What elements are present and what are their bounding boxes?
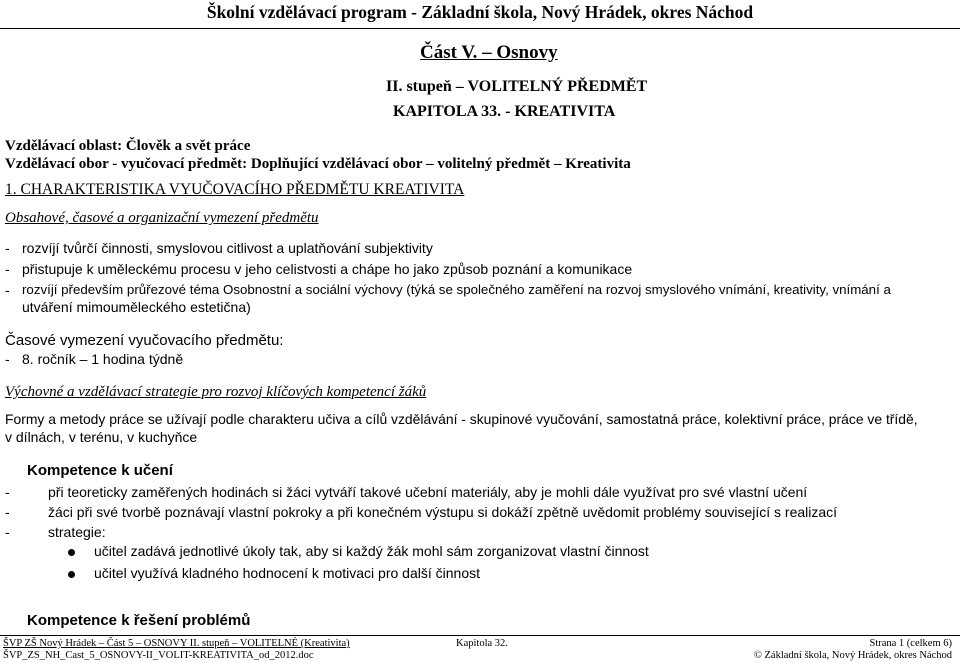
org-heading: Obsahové, časové a organizační vymezení předmětu (5, 210, 319, 226)
strategy-text-continued: v dílnách, v terénu, v kuchyňce (5, 429, 198, 445)
list-item: žáci při své tvorbě poznávají vlastní pokroky a při konečném výstupu si dokáží zpětně uvědomit problémy související s realizací (48, 504, 838, 520)
comp2-heading: Kompetence k řešení problémů (27, 612, 251, 629)
bullet-icon (68, 549, 75, 556)
dash-marker: - (5, 351, 10, 367)
section1-title: 1. CHARAKTERISTIKA VYUČOVACÍHO PŘEDMĚTU KREATIVITA (5, 181, 465, 198)
footer-right-2: © Základní škola, Nový Hrádek, okres Náchod (753, 650, 952, 661)
footer-center: Kapitola 32. (456, 638, 508, 649)
strategy-item: učitel využívá kladného hodnocení k motivaci pro další činnost (94, 565, 480, 581)
strategy-text: Formy a metody práce se užívají podle charakteru učiva a cílů vzdělávání - skupinové vyučování, samostatná práce, kolektivní práce, práce ve třídě, (5, 411, 918, 427)
time-item: 8. ročník – 1 hodina týdně (22, 351, 184, 367)
dash-marker: - (5, 282, 10, 298)
time-heading: Časové vymezení vyučovacího předmětu: (5, 332, 284, 349)
document-header: Školní vzdělávací program - Základní škola, Nový Hrádek, okres Náchod (206, 2, 754, 22)
comp1-heading: Kompetence k učení (27, 462, 173, 479)
strategy-heading: Výchovné a vzdělávací strategie pro rozvoj klíčových kompetencí žáků (5, 384, 427, 400)
dash-marker: - (5, 524, 10, 540)
list-item: rozvíjí tvůrčí činnosti, smyslovou citlivost a uplatňování subjektivity (22, 240, 433, 256)
sub-title: II. stupeň – VOLITELNÝ PŘEDMĚT (386, 78, 648, 95)
subject-line: Vzdělávací obor - vyučovací předmět: Doplňující vzdělávací obor – volitelný předmět – Kreativita (5, 156, 631, 172)
header-rule (0, 28, 960, 29)
list-item: strategie: (48, 524, 106, 540)
footer-right-1: Strana 1 (celkem 6) (869, 638, 952, 649)
dash-marker: - (5, 261, 10, 277)
dash-marker: - (5, 240, 10, 256)
list-item: přistupuje k uměleckému procesu v jeho celistvosti a chápe ho jako způsob poznání a komunikace (22, 261, 633, 277)
part-title: Část V. – Osnovy (420, 42, 558, 63)
list-item: rozvíjí především průřezové téma Osobnostní a sociální výchovy (týká se společného zaměření na rozvoj smyslového vnímání, kreativity, vnímání a (22, 282, 891, 297)
area-line: Vzdělávací oblast: Člověk a svět práce (5, 138, 251, 154)
footer-left-1: ŠVP ZŠ Nový Hrádek – Část 5 – OSNOVY II. stupeň – VOLITELNÉ (Kreativita) (3, 638, 350, 649)
dash-marker: - (5, 504, 10, 520)
list-item: při teoreticky zaměřených hodinách si žáci vytváří takové učební materiály, aby je mohli dále využívat pro své vlastní učení (48, 484, 808, 500)
dash-marker: - (5, 484, 10, 500)
bullet-icon (68, 571, 75, 578)
strategy-item: učitel zadává jednotlivé úkoly tak, aby si každý žák mohl sám zorganizovat vlastní činnost (94, 543, 649, 559)
list-item-continued: utváření mimouměleckého estetična) (22, 299, 251, 315)
footer-left-2: ŠVP_ZS_NH_Cast_5_OSNOVY-II_VOLIT-KREATIVITA_od_2012.doc (3, 650, 314, 661)
chapter-title: KAPITOLA 33. - KREATIVITA (393, 103, 616, 120)
footer-rule (0, 635, 960, 636)
